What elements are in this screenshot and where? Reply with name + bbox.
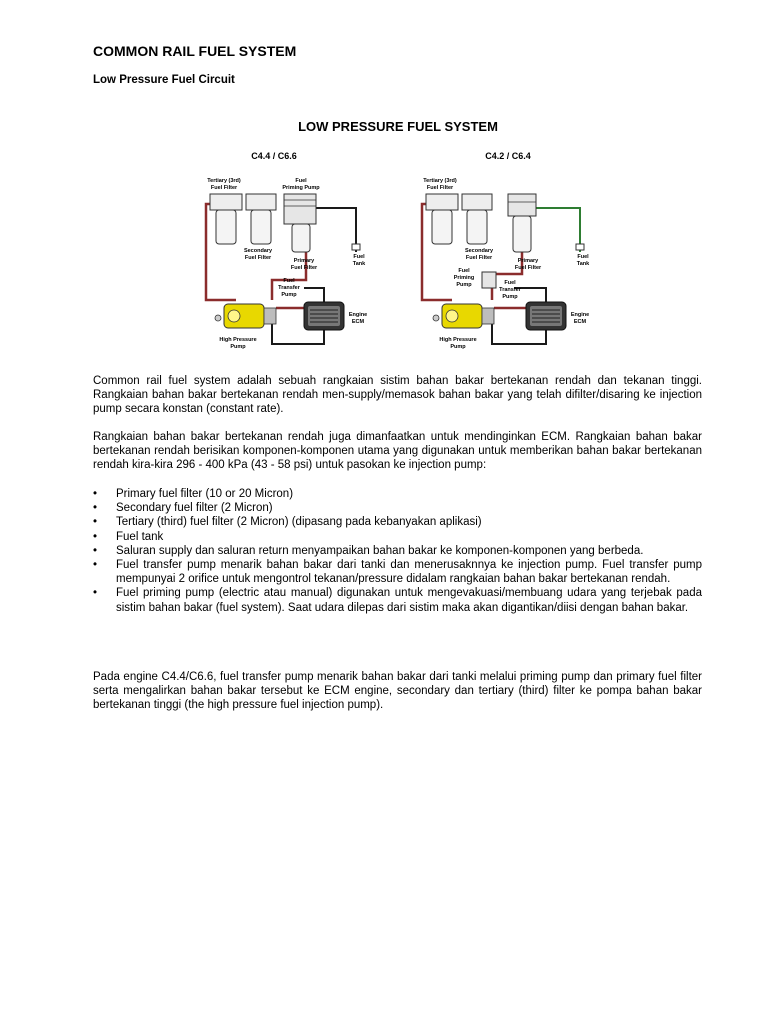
tertiary-filter-label: Tertiary (3rd) — [207, 178, 241, 184]
list-item: • Fuel transfer pump menarik bahan bakar dari tanki dan menerusaknnya ke injection pump. Fuel transfer pump mempunyai 2 orifice untuk mengontrol tekanan/pressure didalam rangkaian bahan bakar bertekanan rendah. — [93, 558, 702, 586]
paragraph-c44-flow: Pada engine C4.4/C6.6, fuel transfer pump menarik bahan bakar dari tanki melalui priming pump dan primary fuel filter serta mengalirkan bahan bakar tersebut ke ECM engine, secondary dan tertiary (third) filter ke pompa bahan bakar bertekanan tinggi (the high pressure fuel injection pump). — [93, 671, 702, 712]
secondary-filter-label-r: Secondary — [464, 248, 494, 254]
fuel-tank-label-r-2: Tank — [576, 261, 590, 267]
secondary-filter-label-r-2: Fuel Filter — [465, 255, 493, 261]
fuel-system-diagram — [196, 112, 606, 362]
ecm-label: Engine — [348, 312, 368, 318]
priming-pump-label: Fuel — [295, 178, 307, 184]
hp-pump-label-2: Pump — [230, 344, 246, 350]
right-diagram — [422, 151, 590, 350]
tertiary-filter-label-r-2: Fuel Filter — [426, 185, 454, 191]
priming-pump-label-r: Fuel — [458, 268, 470, 274]
left-diagram — [206, 151, 367, 350]
fuel-tank-label-r: Fuel — [577, 254, 589, 260]
transfer-pump-label: Fuel — [283, 278, 295, 284]
primary-filter-label-2: Fuel Filter — [290, 265, 318, 271]
hp-pump-label-r-2: Pump — [450, 344, 466, 350]
list-item: • Fuel tank — [93, 530, 702, 544]
list-item: • Fuel priming pump (electric atau manual) digunakan untuk mengevakuasi/membuang udara yang terjebak pada sistim bahan bakar (fuel system). Saat udara dilepas dari sistim maka akan digantikan/diisi dengan bahan bakar. — [93, 586, 702, 614]
transfer-pump-label-2: Transfer — [278, 285, 300, 291]
ecm-label-r-2: ECM — [573, 319, 587, 325]
transfer-pump-label-r-2: Transfer — [499, 287, 521, 293]
fuel-tank-label: Fuel — [353, 254, 365, 260]
ecm-label-2: ECM — [351, 319, 365, 325]
transfer-pump-label-3: Pump — [281, 292, 297, 298]
transfer-pump-label-r: Fuel — [504, 280, 516, 286]
transfer-pump-label-r-3: Pump — [502, 294, 518, 300]
tertiary-filter-label-2: Fuel Filter — [210, 185, 238, 191]
list-item: • Tertiary (third) fuel filter (2 Micron) (dipasang pada kebanyakan aplikasi) — [93, 515, 702, 529]
fuel-tank-label-2: Tank — [352, 261, 366, 267]
page-title: COMMON RAIL FUEL SYSTEM — [93, 43, 297, 59]
list-item: • Saluran supply dan saluran return menyampaikan bahan bakar ke komponen-komponen yang berbeda. — [93, 544, 702, 558]
priming-pump-label-2: Priming Pump — [282, 185, 320, 191]
list-item: • Primary fuel filter (10 or 20 Micron) — [93, 487, 702, 501]
list-item: • Secondary fuel filter (2 Micron) — [93, 501, 702, 515]
hp-pump-label-r: High Pressure — [439, 337, 477, 343]
tertiary-filter-label-r: Tertiary (3rd) — [423, 178, 457, 184]
left-model-label: C4.4 / C6.6 — [251, 151, 297, 161]
primary-filter-label: Primary — [293, 258, 315, 264]
ecm-label-r: Engine — [570, 312, 590, 318]
secondary-filter-label-2: Fuel Filter — [244, 255, 272, 261]
paragraph-intro: Common rail fuel system adalah sebuah rangkaian sistim bahan bakar bertekanan rendah dan tekanan tinggi. Rangkaian bahan bakar bertekanan rendah men-supply/memasok bahan bakar yang telah difilter/disaring ke injection pump secara konstan (constant rate). — [93, 375, 702, 416]
component-list — [93, 487, 702, 615]
hp-pump-label: High Pressure — [219, 337, 257, 343]
diagram-heading: LOW PRESSURE FUEL SYSTEM — [298, 119, 498, 134]
section-title: Low Pressure Fuel Circuit — [93, 74, 235, 86]
priming-pump-label-r-2: Priming — [453, 275, 475, 281]
priming-pump-label-r-3: Pump — [456, 282, 472, 288]
primary-filter-label-r-2: Fuel Filter — [514, 265, 542, 271]
right-model-label: C4.2 / C6.4 — [485, 151, 531, 161]
paragraph-components: Rangkaian bahan bakar bertekanan rendah juga dimanfaatkan untuk mendinginkan ECM. Rangkaian bahan bakar bertekanan rendah berisikan komponen-komponen utama yang digunakan untuk memberikan bahan bakar bertekanan rendah kira-kira 296 - 400 kPa (43 - 58 psi) untuk pasokan ke injection pump: — [93, 431, 702, 472]
secondary-filter-label: Secondary — [243, 248, 273, 254]
primary-filter-label-r: Primary — [517, 258, 539, 264]
